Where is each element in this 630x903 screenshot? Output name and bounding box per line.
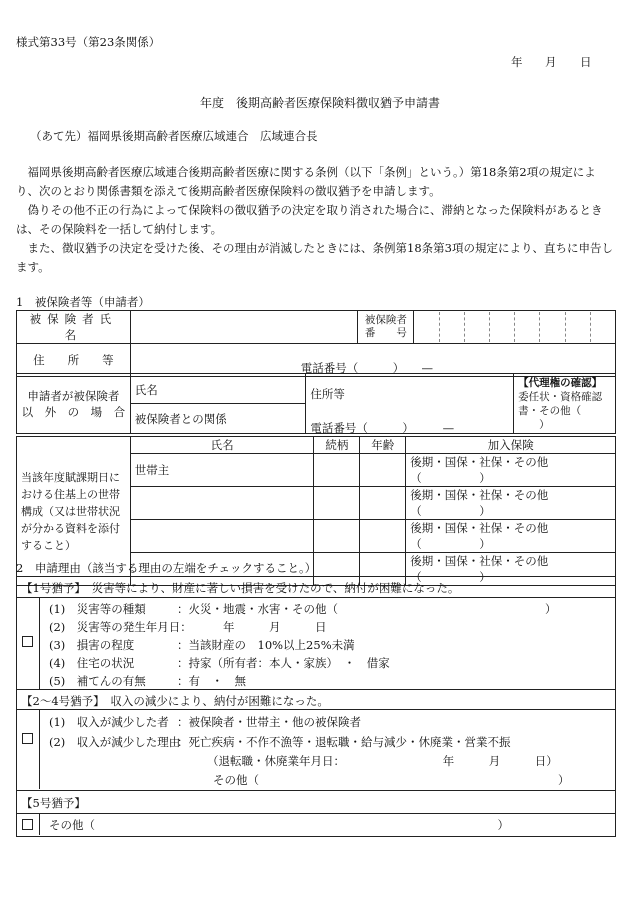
date-year: 年 — [511, 55, 523, 69]
insured-table — [16, 310, 616, 377]
addressee: （あて先）福岡県後期高齢者医療広域連合 広域連合長 — [30, 129, 318, 143]
section2-heading: 2 申請理由（該当する理由の左端をチェックすること。） — [16, 561, 317, 575]
household-row-name[interactable]: 世帯主 — [130, 454, 314, 487]
col-name: 氏名 — [130, 437, 314, 454]
paragraph-1: 福岡県後期高齢者医療広域連合後期高齢者医療に関する条例（以下「条例」という。）第18条第2項の規定により、次のとおり関係書類を添えて後期高齢者医療保険料の徴収猶予を申請します。 — [16, 165, 596, 198]
reason2-title: 【2～4号猶予】 収入の減少により、納付が困難になった。 — [21, 694, 329, 708]
number-field[interactable] — [414, 311, 616, 344]
reason1-item: (2) 災害等の発生年月日： — [49, 620, 192, 634]
paragraph-2: 偽りその他不正の行為によって保険料の徴収猶予の決定を取り消された場合に、滞納となった保険料があるときは、その保険料を一括して納付します。 — [16, 203, 603, 236]
insurance-option[interactable]: 後期・国保・社保・その他（ ） — [406, 487, 616, 520]
household-row-name[interactable] — [130, 520, 314, 553]
reason1-title: 【1号猶予】 災害等により、財産に著しい損害を受けたので、納付が困難になった。 — [21, 581, 460, 595]
reason2-other: その他（ ） — [213, 773, 570, 787]
reason1-item: (1) 災害等の種類 — [49, 602, 146, 616]
reason2-item: (2) 収入が減少した理由 — [49, 735, 181, 749]
col-relation: 続柄 — [314, 437, 360, 454]
address-field[interactable] — [130, 344, 615, 377]
reason1-value: ：当該財産の 10%以上25%未満 — [177, 638, 355, 652]
applicant-table — [16, 373, 616, 434]
reason1-value: ：火災・地震・水害・その他（ ） — [177, 602, 557, 616]
reason1-value: 年 月 日 — [177, 620, 327, 634]
reason3-title: 【5号猶予】 — [21, 796, 86, 810]
number-label: 被保険者 番 号 — [358, 311, 414, 344]
reason2-item: (1) 収入が減少した者 — [49, 715, 169, 729]
section1-heading: 1 被保険者等（申請者） — [16, 295, 150, 309]
household-row-age[interactable] — [360, 487, 406, 520]
col-insurance: 加入保険 — [406, 437, 616, 454]
household-row-rel[interactable] — [314, 487, 360, 520]
reason2-value: ：死亡疾病・不作不漁等・退転職・給与減少・休廃業・営業不振 — [177, 735, 511, 749]
document-title: 年度 後期高齢者医療保険料徴収猶予申請書 — [200, 96, 441, 110]
insurance-option[interactable]: 後期・国保・社保・その他（ ） — [406, 553, 616, 586]
reason1-item: (4) 住宅の状況 — [49, 656, 135, 670]
applicant-address-field[interactable]: 住所等 電話番号（ ） — — [306, 374, 514, 434]
reason1-item: (5) 補てんの有無 — [49, 674, 146, 688]
household-row-age[interactable] — [360, 454, 406, 487]
reason1-item: (3) 損害の程度 — [49, 638, 135, 652]
reason2-value: ：被保険者・世帯主・他の被保険者 — [177, 715, 361, 729]
reason-box — [16, 576, 616, 837]
reason3-other: その他（ ） — [49, 818, 509, 832]
insurance-option[interactable]: 後期・国保・社保・その他（ ） — [406, 520, 616, 553]
reason2-extra: （退転職・休廃業年月日： 年 月 日） — [207, 754, 558, 768]
insurance-option[interactable]: 後期・国保・社保・その他（ ） — [406, 454, 616, 487]
household-row-name[interactable] — [130, 487, 314, 520]
reason1-value: ：有 ・ 無 — [177, 674, 246, 688]
name-label: 被保険者氏名 — [17, 311, 131, 344]
reason2-checkbox[interactable] — [22, 733, 33, 744]
date-day: 日 — [580, 55, 592, 69]
date-month: 月 — [545, 55, 557, 69]
paragraph-3: また、徴収猶予の決定を受けた後、その理由が消滅したときには、条例第18条第3項の規定により、直ちに申告します。 — [16, 241, 613, 274]
col-age: 年齢 — [360, 437, 406, 454]
form-number: 様式第33号（第23条関係） — [16, 35, 161, 49]
relation-field[interactable]: 被保険者との関係 — [130, 404, 306, 434]
household-row-age[interactable] — [360, 520, 406, 553]
reason1-checkbox[interactable] — [22, 636, 33, 647]
name-field[interactable] — [130, 311, 358, 344]
applicant-name-field[interactable]: 氏名 — [130, 374, 306, 404]
reason1-value: ：持家（所有者：本人・家族） ・ 借家 — [177, 656, 390, 670]
reason3-checkbox[interactable] — [22, 819, 33, 830]
phone-label: 電話番号（ ） — — [300, 361, 434, 375]
household-row-rel[interactable] — [314, 454, 360, 487]
address-label: 住 所 等 — [17, 344, 131, 377]
household-row-rel[interactable] — [314, 520, 360, 553]
household-label: 当該年度賦課期日に おける住基上の世帯 構成（又は世帯状況 が分かる資料を添付 すること） — [17, 437, 131, 586]
proxy-check[interactable]: 【代理権の確認】 委任状・資格確認 書・その他（ ） — [514, 374, 616, 434]
applicant-label: 申請者が被保険者 以 外 の 場 合 — [17, 374, 131, 434]
